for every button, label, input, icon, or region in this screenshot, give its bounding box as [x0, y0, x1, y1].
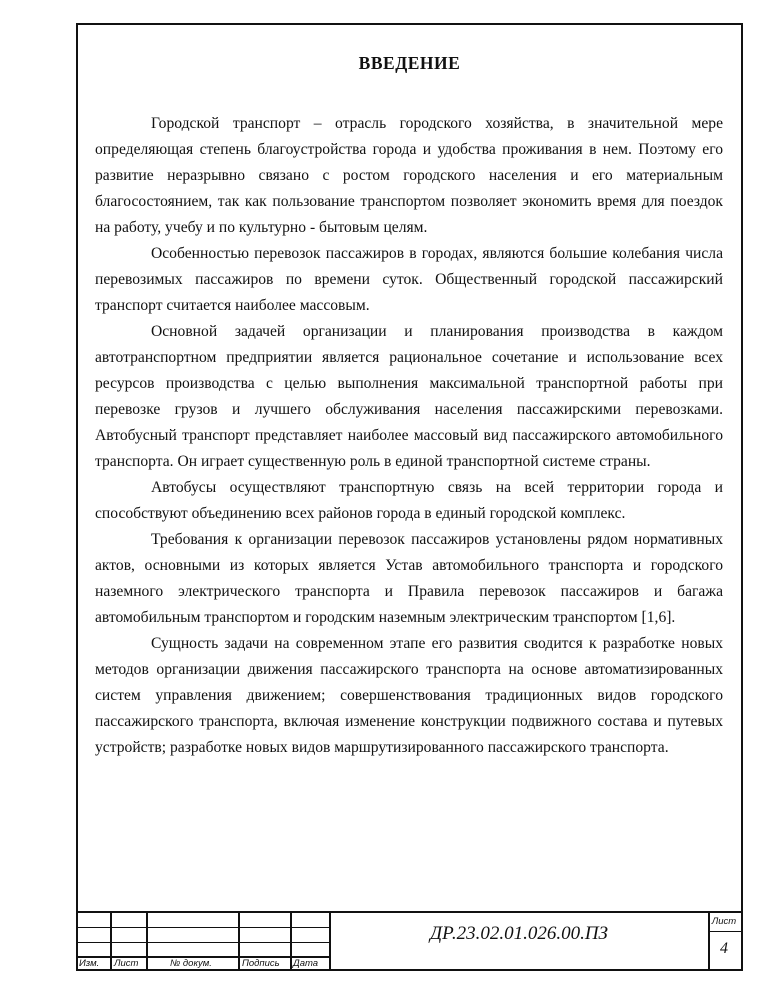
title-block: [76, 911, 743, 971]
stamp-label-date: Дата: [293, 958, 319, 969]
page-frame: [76, 23, 743, 971]
paragraph: Автобусы осуществляют транспортную связь на всей территории города и способствуют объединению всех районов города в единый городской комплекс.: [95, 479, 723, 522]
stamp-label-izm: Изм.: [79, 958, 100, 969]
paragraph: Требования к организации перевозок пассажиров установлены рядом нормативных актов, основными из которых является Устав автомобильного транспорта и городского наземного электрического транспорта и Правила перевозок пассажиров и багажа автомобильным транспортом и городским наземным электрическим транспортом [1,6].: [95, 531, 723, 626]
stamp-row-line: [76, 942, 329, 943]
document-body: [95, 111, 723, 761]
stamp-label-doc-no: № докум.: [170, 958, 212, 969]
document-title: ВВЕДЕНИЕ: [358, 53, 461, 73]
paragraph: Основной задачей организации и планирования производства в каждом автотранспортном предприятии является рациональное сочетание и использование всех ресурсов производства с целью выполнения максимальной транспортной работы при перевозке грузов и лучшего обслуживания населения пассажирскими перевозками. Автобусный транспорт представляет наиболее массовый вид пассажирского автомобильного транспорта. Он играет существенную роль в единой транспортной системе страны.: [95, 323, 723, 470]
paragraph: Городской транспорт – отрасль городского хозяйства, в значительной мере определяющая степень благоустройства города и удобства проживания в нем. Поэтому его развитие неразрывно связано с ростом городского населения и его материальным благосостоянием, так как пользование транспортом позволяет экономить время для поездок на работу, учебу и по культурно - бытовым целям.: [95, 115, 723, 236]
paragraph: Сущность задачи на современном этапе его развития сводится к разработке новых методов организации движения пассажирского транспорта на основе автоматизированных систем управления движением; совершенствования традиционных видов городского пассажирского транспорта, включая изменение конструкции подвижного состава и путевых устройств; разработке новых видов маршрутизированного пассажирского транспорта.: [95, 635, 723, 756]
sheet-number: 4: [720, 940, 728, 957]
stamp-row-line: [76, 927, 329, 928]
document-code: ДР.23.02.01.026.00.ПЗ: [430, 923, 608, 944]
paragraph: Особенностью перевозок пассажиров в городах, являются большие колебания числа перевозимых пассажиров по времени суток. Общественный городской пассажирский транспорт считается наиболее массовым.: [95, 245, 723, 314]
stamp-label-list: Лист: [114, 958, 139, 969]
sheet-label: Лист: [711, 916, 737, 927]
stamp-label-signature: Подпись: [242, 958, 280, 969]
stamp-sheet-line: [708, 931, 743, 932]
